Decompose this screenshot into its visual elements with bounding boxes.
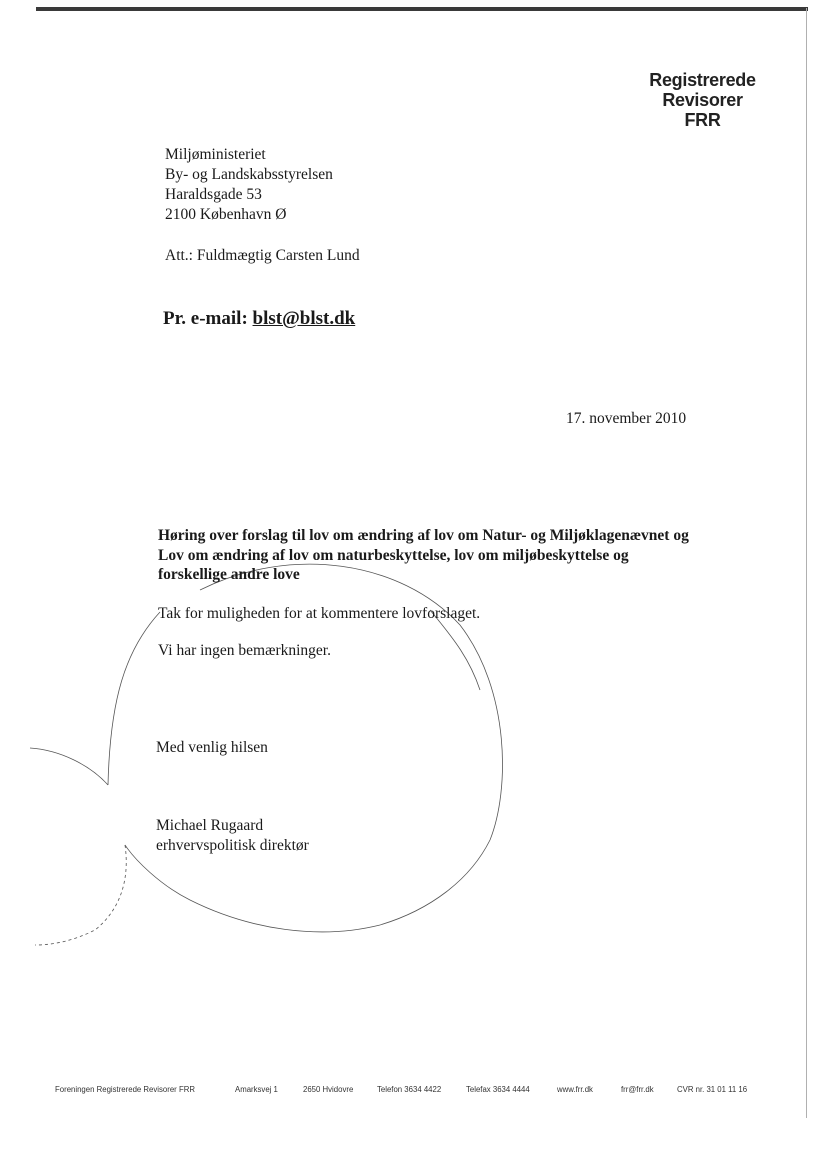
body-paragraph-2: Vi har ingen bemærkninger. xyxy=(158,642,331,659)
footer-phone: Telefon 3634 4422 xyxy=(377,1085,442,1094)
letter-date: 17. november 2010 xyxy=(566,410,687,427)
footer-street: Amarksvej 1 xyxy=(235,1085,278,1094)
footer-web[interactable]: www.frr.dk xyxy=(557,1085,593,1094)
letterhead-logo xyxy=(640,70,765,130)
closing-salutation: Med venlig hilsen xyxy=(156,739,268,756)
logo-line-1: Registrerede xyxy=(649,70,756,90)
email-link[interactable]: blst@blst.dk xyxy=(252,308,356,329)
logo-line-3: FRR xyxy=(684,110,721,130)
address-line-2: By- og Landskabsstyrelsen xyxy=(165,166,333,183)
logo-line-2: Revisorer xyxy=(662,90,743,110)
address-line-1: Miljøministeriet xyxy=(165,146,266,163)
email-line xyxy=(163,307,355,331)
footer-cvr: CVR nr. 31 01 11 16 xyxy=(677,1085,748,1094)
footer-fax: Telefax 3634 4444 xyxy=(466,1085,530,1094)
footer-mail[interactable]: frr@frr.dk xyxy=(621,1085,654,1094)
attention-line: Att.: Fuldmægtig Carsten Lund xyxy=(165,247,360,264)
recipient-address xyxy=(165,145,333,225)
address-line-4: 2100 København Ø xyxy=(165,206,287,223)
subject-heading: Høring over forslag til lov om ændring af lov om Natur- og Miljøklagenævnet og Lov om ændring af lov om naturbeskyttelse, lov om miljøbeskyttelse og forskellige andre love xyxy=(158,527,689,583)
address-line-3: Haraldsgade 53 xyxy=(165,186,262,203)
body-paragraph-1: Tak for muligheden for at kommentere lovforslaget. xyxy=(158,605,481,622)
footer-city: 2650 Hvidovre xyxy=(303,1085,354,1094)
footer xyxy=(55,1085,765,1099)
email-prefix: Pr. e-mail: xyxy=(163,308,253,329)
footer-org: Foreningen Registrerede Revisorer FRR xyxy=(55,1085,195,1094)
signatory-title: erhvervspolitisk direktør xyxy=(156,837,309,854)
signatory-name: Michael Rugaard xyxy=(156,817,264,834)
